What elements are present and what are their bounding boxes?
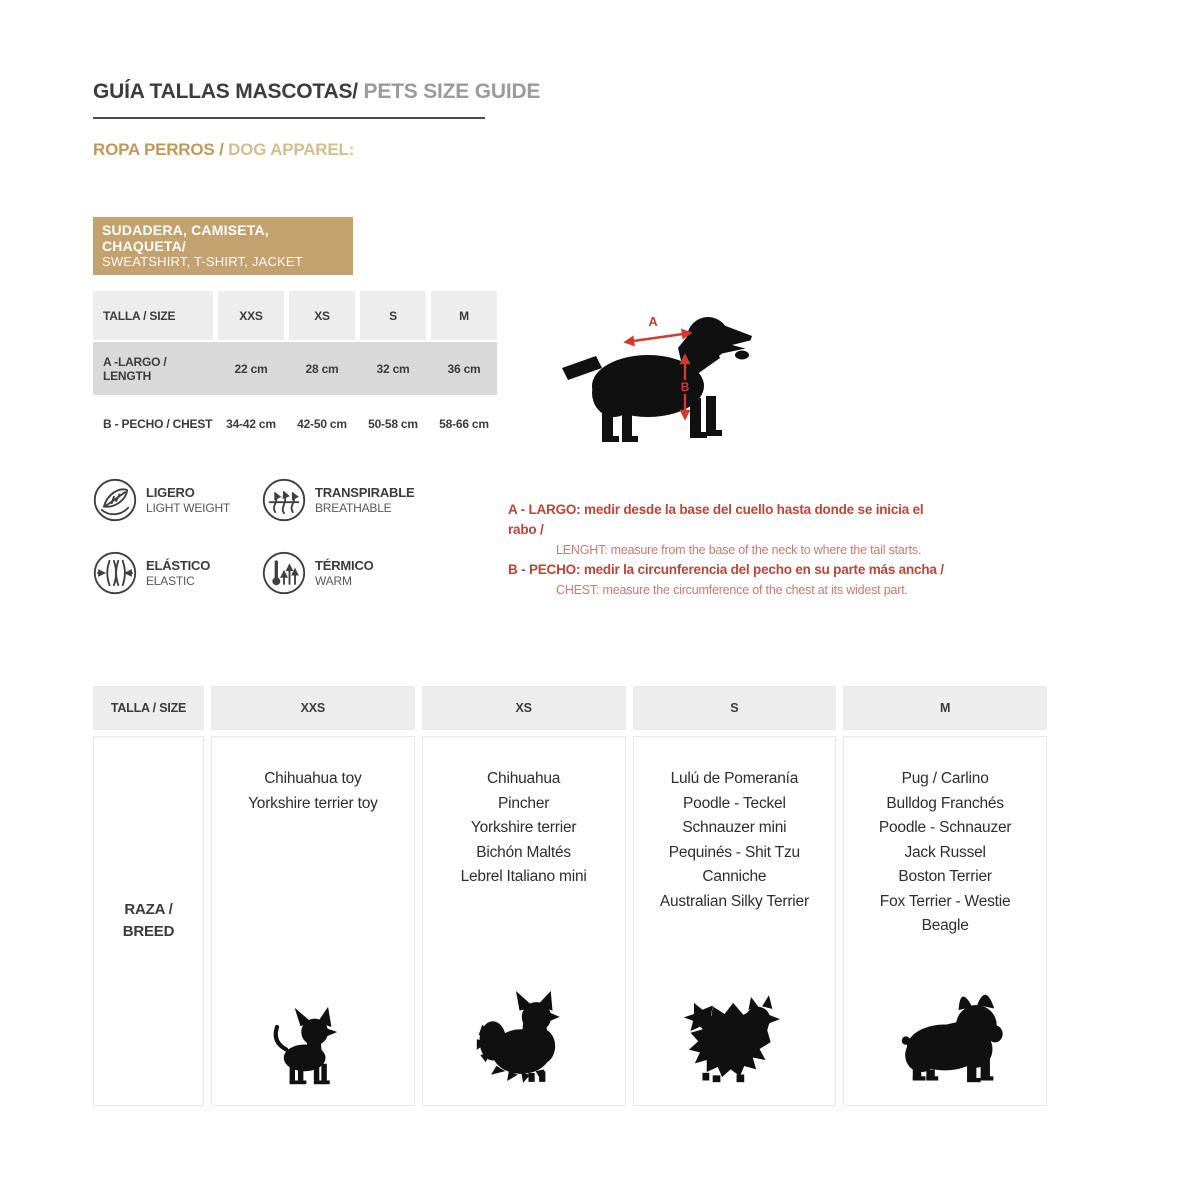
feature-name-en: ELASTIC [146,574,195,588]
breed-list-s [634,737,836,914]
breed-table [93,686,1047,1106]
size-table-header-row [93,291,497,340]
breed-name: Chihuahua [487,770,561,787]
feature-elastic [93,551,210,595]
feather-hand-icon [93,478,137,522]
breed-name: Poodle - Schnauzer [878,819,1012,836]
size-table-chest-cell: 42-50 cm [289,397,355,450]
labrador-silhouette [562,317,752,442]
elastic-icon [93,551,137,595]
breed-name: Beagle [921,917,969,934]
size-table-length-cell: 32 cm [376,361,410,376]
thermometer-icon [262,551,306,595]
feature-name-es: TÉRMICO [315,558,374,573]
arrow-label-b: B [680,380,690,394]
breed-name: Schnauzer mini [682,819,787,836]
breed-name: Lebrel Italiano mini [460,868,587,885]
section-subtitle-es: ROPA PERROS / [93,140,229,159]
breed-name: Yorkshire terrier toy [248,794,378,812]
feature-name-en: LIGHT WEIGHT [146,501,231,515]
breed-row-label [93,736,204,1106]
product-category-banner [93,217,353,275]
size-table-length-cell: 36 cm [447,361,481,376]
size-table-length-cell: A -LARGO / LENGTH [103,354,167,383]
breathable-icon [262,478,306,522]
breed-name: Bulldog Franchés [886,794,1004,812]
feature-name-en: WARM [315,574,352,588]
breed-name: Poodle - Teckel [683,794,786,812]
breed-cell-xs [422,736,626,1106]
note-length [508,500,953,560]
chihuahua-silhouette [267,1005,359,1089]
feature-breathable [262,478,414,522]
french-bulldog-silhouette [877,983,1013,1089]
breed-table-header-cell: XXS [211,686,415,730]
breed-name: Bichón Maltés [476,843,571,861]
size-table-length-row [93,342,497,395]
breed-table-header-cell: S [633,686,837,730]
arrow-label-a: A [648,314,658,329]
note-title: B - PECHO: [508,562,581,577]
long-haired-chihuahua-silhouette [466,991,582,1089]
size-table-header-cell: M [431,291,497,340]
size-table-header-cell: TALLA / SIZE [93,291,213,340]
breed-cell-xxs [211,736,415,1106]
feature-name-en: BREATHABLE [315,501,392,515]
breed-list-xs [423,737,625,890]
feature-name-es: TRANSPIRABLE [315,485,415,500]
feature-name-es: LIGERO [146,485,195,500]
size-table-length-cell: 22 cm [234,361,268,376]
breed-row-label-es: RAZA / [124,901,173,918]
feature-warm [262,551,374,595]
breed-name: Lulú de Pomeranía [670,770,799,787]
size-table-chest-cell: 50-58 cm [360,397,426,450]
breed-list-m [844,737,1046,939]
note-text-en: CHEST: measure the circumference of the chest at its widest part. [556,583,908,597]
note-chest [508,560,953,600]
breed-cell-s [633,736,837,1106]
breed-name: Boston Terrier [898,868,992,885]
breed-table-header-row [93,686,1047,730]
size-table-header-cell: S [360,291,426,340]
pomeranian-silhouette [670,991,798,1089]
breed-name: Jack Russel [904,843,986,861]
size-table-header-cell: XS [289,291,355,340]
size-table [93,291,497,452]
breed-name: Fox Terrier - Westie [879,892,1011,910]
feature-name-es: ELÁSTICO [146,558,211,573]
measuring-instructions [508,500,953,600]
banner-line-en: SWEATSHIRT, T-SHIRT, JACKET [102,254,303,269]
breed-list-xxs [212,737,414,816]
note-title: A - LARGO: [508,502,581,517]
page-title-en: PETS SIZE GUIDE [357,80,541,103]
note-text-en: LENGHT: measure from the base of the neck to where the tail starts. [556,543,922,557]
banner-line-es: SUDADERA, CAMISETA, CHAQUETA/ [102,222,269,254]
note-text-es: medir desde la base del cuello hasta donde se inicia el rabo / [508,502,924,537]
dog-measurement-diagram [552,298,772,450]
section-subtitle [93,140,354,160]
breed-name: Chihuahua toy [264,770,362,787]
breed-table-header-cell: TALLA / SIZE [93,686,204,730]
breed-name: Pincher [498,794,550,812]
page-title [93,80,540,104]
breed-name: Yorkshire terrier [470,819,577,836]
size-table-chest-row [93,397,497,450]
breed-cell-m [843,736,1047,1106]
breed-name: Australian Silky Terrier [659,892,809,910]
section-subtitle-en: DOG APPAREL: [228,140,355,159]
size-table-header-cell: XXS [218,291,284,340]
title-underline [93,117,485,119]
breed-table-header-cell: XS [422,686,626,730]
size-table-length-cell: 28 cm [305,361,339,376]
breed-table-header-cell: M [843,686,1047,730]
size-table-chest-cell: 34-42 cm [218,397,284,450]
breed-name: Pequinés - Shit Tzu [668,843,800,861]
size-table-chest-cell: B - PECHO / CHEST [93,397,213,450]
size-table-chest-cell: 58-66 cm [431,397,497,450]
note-text-es: medir la circunferencia del pecho en su parte más ancha / [580,562,944,577]
feature-lightweight [93,478,230,522]
breed-table-body-row [93,736,1047,1106]
page-title-es: GUÍA TALLAS MASCOTAS/ [93,80,358,103]
breed-row-label-en: BREED [122,923,175,940]
breed-name: Canniche [702,868,767,885]
breed-name: Pug / Carlino [901,770,989,787]
